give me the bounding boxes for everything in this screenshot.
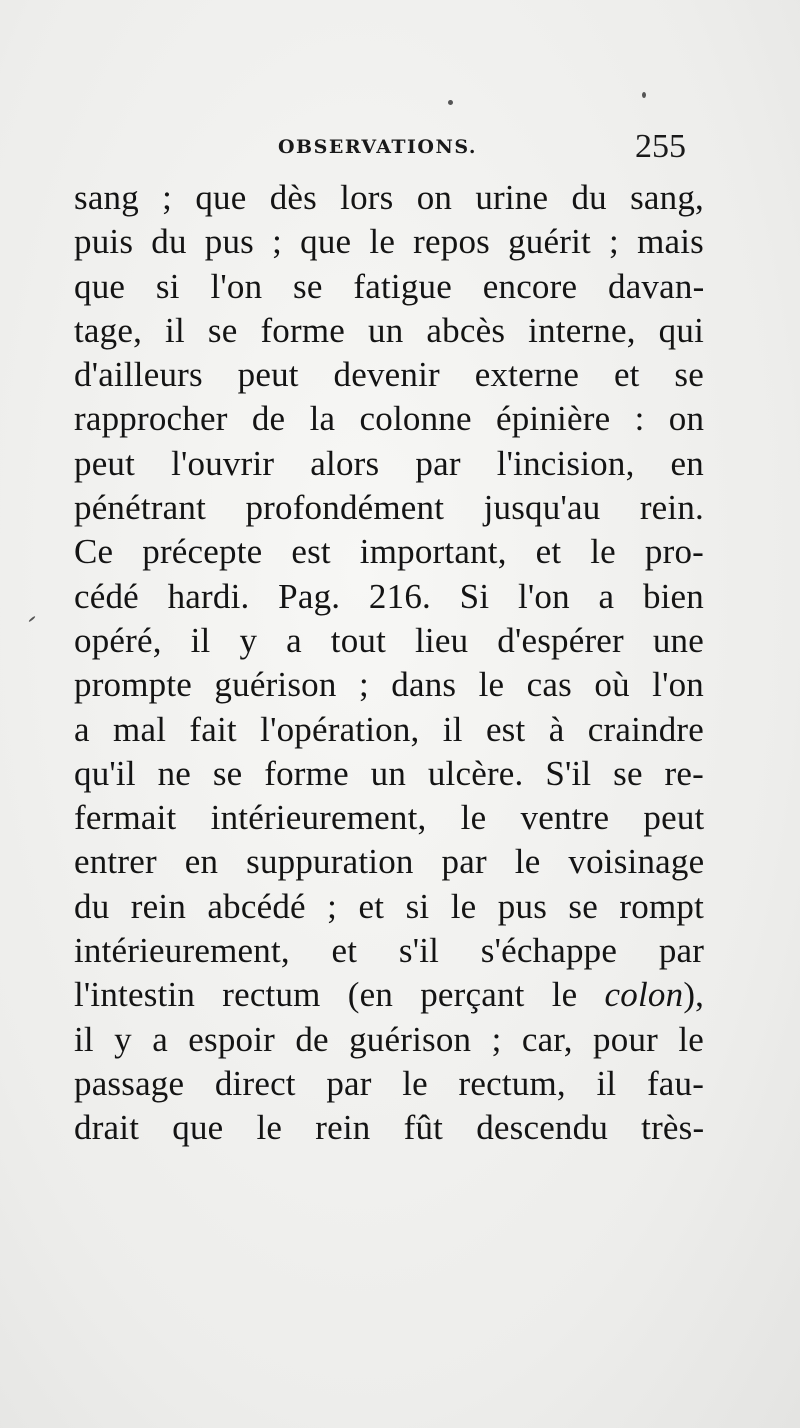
text-line: Ce précepte est important, et le pro- xyxy=(74,532,704,572)
text-line: il y a espoir de guérison ; car, pour le xyxy=(74,1019,704,1059)
text-line-end: ), xyxy=(683,975,705,1015)
text-line: a mal fait l'opération, il est à craindre xyxy=(74,709,704,749)
page-number: 255 xyxy=(635,128,686,165)
text-line: tage, il se forme un abcès interne, qui xyxy=(74,310,704,350)
text-line: passage direct par le rectum, il fau- xyxy=(74,1063,705,1103)
text-line: du rein abcédé ; et si le pus se rompt xyxy=(74,886,704,926)
text-line: sang ; que dès lors on urine du sang, xyxy=(74,178,704,217)
text-line: drait que le rein fût descendu très- xyxy=(74,1108,705,1148)
text-line: fermait intérieurement, le ventre peut xyxy=(74,798,705,838)
running-head: OBSERVATIONS. xyxy=(278,136,477,158)
text-line: puis du pus ; que le repos guérit ; mais xyxy=(74,222,704,262)
ink-speck xyxy=(642,92,646,98)
text-line: peut l'ouvrir alors par l'incision, en xyxy=(74,443,704,483)
ink-speck xyxy=(28,616,35,623)
text-line: d'ailleurs peut devenir externe et se xyxy=(74,355,704,395)
ink-speck xyxy=(448,100,453,105)
text-line: cédé hardi. Pag. 216. Si l'on a bien xyxy=(74,576,704,616)
page-header xyxy=(78,128,690,168)
text-line: intérieurement, et s'il s'échappe par xyxy=(74,931,705,971)
body-text xyxy=(74,176,704,1151)
text-line: opéré, il y a tout lieu d'espérer une xyxy=(74,620,704,660)
text-line: que si l'on se fatigue encore davan- xyxy=(74,266,705,306)
text-line: qu'il ne se forme un ulcère. S'il se re- xyxy=(74,753,704,793)
text-line: entrer en suppuration par le voisinage xyxy=(74,842,705,882)
text-line: rapprocher de la colonne épinière : on xyxy=(74,399,705,439)
text-line-start: l'intestin rectum (en perçant le xyxy=(74,975,605,1015)
text-line: pénétrant profondément jusqu'au rein. xyxy=(74,488,704,528)
text-line xyxy=(74,973,704,1017)
italic-word: colon xyxy=(604,975,684,1015)
text-line: prompte guérison ; dans le cas où l'on xyxy=(74,665,704,705)
